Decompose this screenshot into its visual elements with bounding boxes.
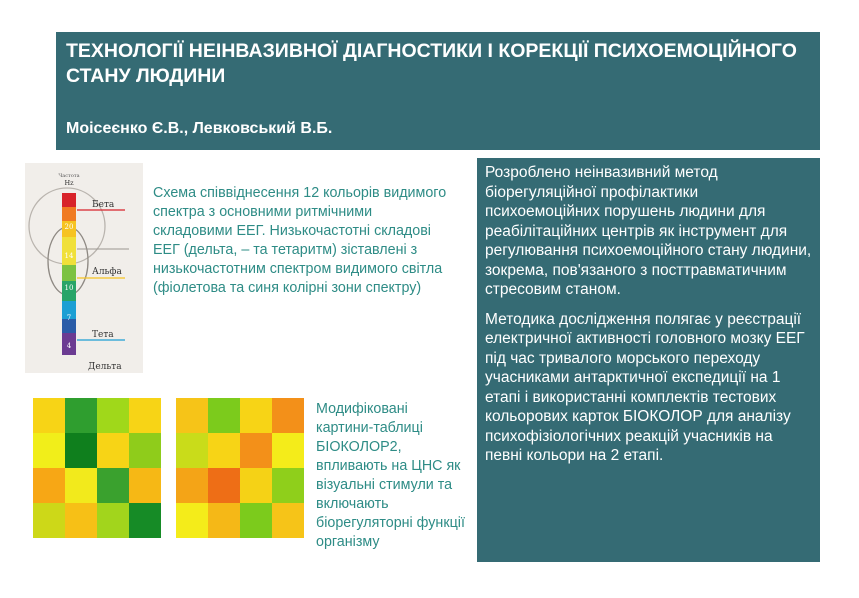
rhythm-label-delta: Дельта xyxy=(88,362,122,372)
page-title: ТЕХНОЛОГІЇ НЕІНВАЗИВНОЇ ДІАГНОСТИКИ І КОРЕКЦІЇ ПСИХОЕМОЦІЙНОГО СТАНУ ЛЮДИНИ xyxy=(66,40,797,87)
color-cell xyxy=(129,503,161,538)
description-paragraph-1: Розроблено неінвазивний метод біорегуляційної профілактики психоемоційних порушень людини для реабілітаційних центрів як інструмент для регулювання психоемоційного стану людини, зокрема, пов'язаного з посттравматичним стресовим станом. xyxy=(485,164,812,298)
band-yellow xyxy=(62,237,76,265)
band-number: 10 xyxy=(64,284,74,292)
color-cell xyxy=(208,468,240,503)
color-cell xyxy=(33,433,65,468)
band-orange xyxy=(62,207,76,221)
color-cell xyxy=(272,433,304,468)
description-box xyxy=(477,158,820,562)
color-cell xyxy=(176,433,208,468)
scale-unit-label: Hz xyxy=(64,179,74,187)
band-number: 14 xyxy=(64,252,74,260)
color-cell xyxy=(176,398,208,433)
color-cell xyxy=(240,398,272,433)
color-cell xyxy=(97,503,129,538)
rhythm-label-beta: Бета xyxy=(92,200,115,210)
color-cell xyxy=(272,398,304,433)
biocolor-card-1 xyxy=(33,398,161,538)
color-cell xyxy=(272,503,304,538)
color-cell xyxy=(97,468,129,503)
color-cell xyxy=(208,398,240,433)
rhythm-label-alpha: Альфа xyxy=(92,267,122,277)
color-cell xyxy=(272,468,304,503)
color-cell xyxy=(97,433,129,468)
band-number: 4 xyxy=(66,342,72,350)
description-paragraph-2: Методика дослідження полягає у реєстрації електричної активності головного мозку ЕЕГ під час тривалого морського переходу учасниками антарктичної експедиції на 1 етапі і використанні комплектів тестових кольорових карток БІОКОЛОР для аналізу психофізіологічних реакцій учасників на певні кольори на 2 етапі. xyxy=(485,310,805,464)
rhythm-label-theta: Тета xyxy=(92,330,114,340)
color-cell xyxy=(240,468,272,503)
color-cell xyxy=(65,398,97,433)
color-cell xyxy=(97,398,129,433)
color-cell xyxy=(129,433,161,468)
color-cell xyxy=(208,433,240,468)
authors: Моісеєнко Є.В., Левковський В.Б. xyxy=(66,120,333,137)
band-number: 20 xyxy=(64,223,74,231)
band-light-green xyxy=(62,265,76,281)
color-cell xyxy=(240,503,272,538)
scale-caption: Схема співвіднесення 12 кольорів видимого спектра з основними ритмічними складовими ЕЕГ. Низькочастотні складові ЕЕГ (дельта, – та тетаритм) зіставлені з низькочастотним спектром видимого світла (фіолетова та синя колірні зони спектру) xyxy=(153,185,447,296)
biocolor-card-2 xyxy=(176,398,304,538)
band-red xyxy=(62,193,76,207)
color-cell xyxy=(33,503,65,538)
color-cell xyxy=(208,503,240,538)
scale-top-label: Частота xyxy=(58,173,80,179)
cards-caption: Модифіковані картини-таблиці БІОКОЛОР2, впливають на ЦНС як візуальні стимули та включають біорегуляторні функції організму xyxy=(316,401,465,550)
color-cell xyxy=(65,503,97,538)
color-cell xyxy=(176,468,208,503)
color-cell xyxy=(33,398,65,433)
eeg-color-scale-figure xyxy=(25,163,143,373)
color-cell xyxy=(176,503,208,538)
color-cell xyxy=(65,433,97,468)
color-cell xyxy=(129,398,161,433)
band-number: 7 xyxy=(66,314,72,322)
color-cell xyxy=(129,468,161,503)
title-banner xyxy=(56,32,820,150)
color-cell xyxy=(65,468,97,503)
color-cell xyxy=(240,433,272,468)
eeg-color-scale xyxy=(25,163,143,373)
color-cell xyxy=(33,468,65,503)
